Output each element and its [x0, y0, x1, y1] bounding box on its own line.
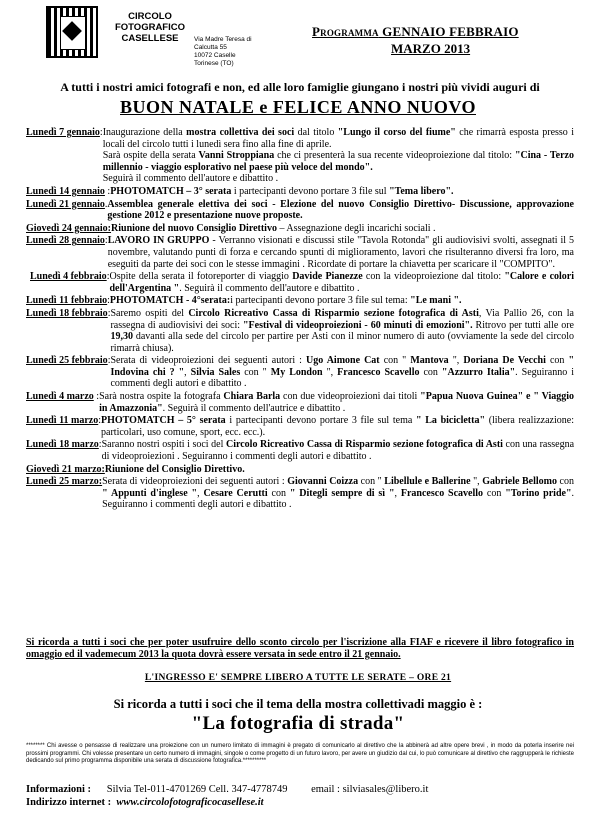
event-highlight: "Azzurro Italia"	[441, 366, 516, 378]
event-description	[110, 295, 574, 307]
event-date: Giovedì 21 marzo:	[26, 463, 105, 475]
event-date: Lunedì 14 gennaio	[26, 185, 105, 197]
event-date-separator: :	[98, 415, 102, 427]
event-text: ,	[394, 487, 401, 499]
event-highlight: Circolo Ricreativo Cassa di Risparmio sezione fotografica di Asti	[188, 307, 479, 319]
event-entry	[26, 464, 574, 476]
event-text: Sarà ospite della serata	[102, 150, 199, 162]
event-text: Seguirà il commento dell'autore e dibattito .	[102, 173, 279, 185]
event-highlight: PHOTOMATCH - 4°serata:	[109, 295, 231, 307]
event-text: con "	[358, 476, 385, 488]
event-date-separator: :	[93, 391, 100, 403]
event-highlight: Gabriele Bellomo	[482, 476, 557, 488]
event-text: con una rassegna di videoproiezioni . Seguiranno i commenti degli autori e dibattito .	[101, 439, 575, 463]
event-text: che ci presenterà la sua recente videoproiezione dal titolo:	[274, 150, 515, 162]
event-highlight: " Indovina chi ? "	[110, 355, 574, 378]
events-list	[26, 127, 574, 512]
event-date-separator: :	[107, 307, 111, 319]
event-entry	[26, 271, 574, 294]
event-highlight: 19,30	[110, 331, 133, 343]
event-highlight: "Torino pride"	[505, 487, 572, 499]
event-text: ",	[322, 366, 338, 378]
event-highlight: Silvia Sales	[190, 366, 241, 378]
event-date-separator: :	[106, 271, 110, 283]
event-highlight: " Ditegli sempre di sì "	[289, 487, 395, 499]
event-highlight: "Le mani ".	[410, 295, 462, 307]
event-highlight: PHOTOMATCH – 3° serata	[110, 185, 232, 197]
event-highlight: Francesco Scavello	[400, 487, 484, 499]
event-date-separator: .	[104, 198, 108, 210]
event-entry	[26, 391, 574, 414]
event-text: Inaugurazione della	[102, 127, 187, 138]
event-text: ",	[448, 355, 464, 367]
club-header	[46, 6, 256, 67]
event-highlight: Davide Pianezze	[292, 271, 363, 283]
program-title: Programma GENNAIO FEBBRAIO	[312, 24, 519, 39]
event-description	[101, 415, 574, 438]
event-text: i partecipanti devono portare 3 file sul tema:	[230, 295, 411, 307]
program-period: MARZO 2013	[391, 41, 471, 56]
event-text: con la videoproiezione dal titolo:	[362, 271, 505, 283]
event-description	[103, 127, 574, 185]
event-text: davanti alla sede del circolo per partire per Asti con il minor numero di auto (ovviamente la sede del circolo rimarrà chiusa).	[110, 331, 574, 354]
event-text: . Seguirà il commento dell'autrice e dibattito .	[162, 402, 346, 414]
event-text: con	[483, 487, 506, 499]
event-text: i partecipanti devono portare 3 file sul	[231, 185, 390, 197]
web-label: Indirizzo internet :	[26, 797, 112, 808]
event-text: – Assegnazione degli incarichi sociali .	[276, 222, 436, 234]
event-entry	[26, 199, 574, 222]
event-text: con	[545, 355, 569, 367]
event-description	[111, 223, 574, 235]
event-description	[107, 307, 574, 354]
event-text: . Seguirà il commento dell'autore e dibattito .	[179, 282, 360, 294]
event-entry	[26, 223, 574, 235]
event-date-separator: :	[104, 185, 111, 197]
event-text: . Seguiranno i commenti degli autori e dibattito .	[110, 366, 574, 390]
event-text: Sarà nostra ospite la fotografa	[99, 391, 224, 403]
event-entry	[26, 308, 574, 354]
event-date-separator: :	[107, 295, 110, 307]
event-text: con	[267, 487, 290, 499]
event-highlight: Circolo Ricreativo Cassa di Risparmio sezione fotografica di Asti	[225, 439, 503, 451]
event-description	[99, 391, 574, 414]
event-highlight: Francesco Scavello	[337, 366, 420, 378]
event-text: Saranno nostri ospiti i soci del	[101, 439, 226, 451]
event-highlight: Ugo Aimone Cat	[305, 355, 380, 367]
event-highlight: Riunione del Consiglio Direttivo.	[104, 463, 245, 475]
event-text: Ritrovo per tutti alle ore	[472, 319, 574, 331]
event-text: . Seguiranno i commenti degli autori e dibattito .	[102, 487, 575, 511]
event-text: Serata di videoproiezioni dei seguenti autori :	[110, 355, 306, 367]
event-date-separator: :	[98, 439, 102, 451]
club-address: Via Madre Teresa di Calcutta 55 10072 Caselle Torinese (TO)	[194, 36, 252, 67]
event-text: Serata di videoproiezioni dei seguenti autori :	[102, 476, 288, 488]
event-highlight: Chiara Barla	[223, 391, 281, 403]
club-name: CIRCOLO FOTOGRAFICO CASELLESE	[114, 11, 186, 44]
event-highlight: Cesare Cerutti	[203, 487, 268, 499]
event-highlight: LAVORO IN GRUPPO	[107, 235, 210, 247]
event-date: Lunedì 4 marzo	[26, 391, 94, 403]
fiaf-note: Si ricorda a tutti i soci che per poter usufruire dello sconto circolo per l'iscrizione alla FIAF e ricevere il libro fotografico in omaggio ed il vademecum 2013 la quota dovrà essere versata in sede entro il 21 gennaio.	[26, 637, 574, 660]
event-entry	[26, 186, 574, 198]
event-entry	[26, 235, 574, 270]
event-text: (libera realizzazione: particolari, uso comune, sport, ecc. ecc.).	[101, 415, 574, 438]
exhibition-theme: "La fotografia di strada"	[191, 713, 405, 734]
event-highlight: "Festival di videoproiezioni - 60 minuti di emozioni".	[242, 319, 473, 331]
event-text: con	[556, 476, 574, 488]
event-highlight: Mantova	[410, 355, 449, 367]
contact-info	[26, 783, 574, 809]
event-text: i partecipanti devono portare 3 file sul tema	[225, 415, 416, 427]
event-text: dal titolo	[294, 127, 338, 138]
event-description	[110, 186, 574, 198]
event-highlight: Assemblea generale elettiva dei soci - Elezione del nuovo Consiglio Direttivo- Discussione, approvazione gestione 2012 e presentazione nuove proposte.	[107, 198, 574, 222]
event-date: Lunedì 25 marzo:	[26, 476, 103, 488]
event-text: ,	[197, 487, 204, 499]
event-highlight: Giovanni Coizza	[287, 476, 359, 488]
event-text: con	[419, 366, 442, 378]
event-description	[105, 464, 574, 476]
club-logo	[46, 6, 98, 58]
event-highlight: mostra collettiva dei soci	[186, 127, 295, 138]
event-description	[106, 271, 575, 294]
event-text: con due videoproiezioni dai titoli	[280, 391, 421, 403]
event-date: Lunedì 18 marzo	[26, 439, 99, 451]
info-label: Informazioni :	[26, 784, 92, 795]
event-date: Lunedì 11 febbraio	[26, 295, 108, 307]
event-date-separator: :	[107, 355, 111, 367]
event-date: Lunedì 4 febbraio	[30, 271, 107, 283]
event-description	[102, 439, 574, 462]
event-highlight: " Appunti d'inglese "	[102, 487, 198, 499]
contact-email[interactable]: email : silviasales@libero.it	[311, 784, 429, 795]
event-text: ",	[470, 476, 483, 488]
event-text: ,	[184, 366, 191, 378]
event-text: con "	[240, 366, 271, 378]
event-date-separator: :	[99, 127, 103, 138]
event-description	[107, 355, 574, 390]
event-date: Lunedì 28 gennaio	[26, 235, 105, 247]
greeting-line: A tutti i nostri amici fotografi e non, ed alle loro famiglie giungano i nostri più vividi auguri di	[60, 80, 540, 94]
event-date: Giovedì 24 gennaio:	[26, 222, 112, 234]
event-highlight: " La bicicletta"	[416, 415, 486, 427]
event-date: Lunedì 11 marzo	[26, 415, 99, 427]
event-text: con "	[379, 355, 411, 367]
event-highlight: "Calore e colori dell'Argentina "	[109, 271, 575, 294]
event-entry	[26, 415, 574, 438]
event-highlight: Vanni Stroppiana	[198, 150, 275, 162]
event-date: Lunedì 18 febbraio	[26, 307, 108, 319]
event-highlight: Riunione del nuovo Consiglio Direttivo	[111, 222, 277, 234]
event-text: - Verranno visionati e discussi stile "Tavola Rotonda" gli audiovisivi svolti, assegnati il 5 novembre, valutando punti di forza e cercando spunti di miglioramento, lavori che risulteranno diversi fra loro, ma eseguiti da parte dei soci con le stesse immagini . Ricordate di portare la chiavetta per scaricare il "COMPITO".	[107, 235, 574, 270]
event-entry	[26, 439, 574, 462]
event-entry	[26, 295, 574, 307]
event-highlight: Doriana De Vecchi	[463, 355, 546, 367]
holiday-greeting-title: BUON NATALE e FELICE ANNO NUOVO	[120, 97, 476, 117]
event-description	[104, 198, 574, 222]
event-date: Lunedì 21 gennaio	[26, 198, 105, 210]
event-highlight: "Papua Nuova Guinea" e " Viaggio in Amazzonia"	[99, 391, 574, 414]
event-text: , Via Pallio 26, con la rassegna di audiovisivi dei soci:	[110, 307, 574, 331]
event-entry	[26, 127, 574, 185]
event-highlight: PHOTOMATCH – 5° serata	[101, 415, 226, 427]
small-print: ******** Chi avesse o pensasse di realizzare una proiezione con un numero limitato di immagini è pregato di comunicarlo al direttivo che la abbinerà ad altre opere brevi , in modo da poterla inserire nei prossimi programmi. Chi volesse presentare un certo numero di immagini, singole o come progetto di un futuro lavoro, per avere un giudizio dal cui, lo può comunicare al direttivo che raggrupperà le richieste dedicando sul primo programma disponibile una serata di discussione fotografica.**********	[26, 743, 574, 765]
event-entry	[26, 476, 574, 511]
event-date-separator: :	[104, 235, 108, 247]
contact-phone: Silvia Tel-011-4701269 Cell. 347-4778749	[106, 784, 288, 795]
event-highlight: "Cina - Terzo millennio - viaggio esplorativo nel paese più veloce del mondo".	[102, 150, 574, 173]
event-text: Saremo ospiti del	[110, 307, 189, 319]
event-text: Ospite della serata il fotoreporter di viaggio	[109, 271, 293, 283]
event-text: che rimarrà esposta presso i locali del circolo tutti i lunedì sera fino alla fine di aprile.	[102, 127, 574, 150]
event-highlight: "Lungo il corso del fiume"	[337, 127, 456, 138]
event-description	[108, 235, 574, 270]
event-entry	[26, 355, 574, 390]
event-highlight: Libellule e Ballerine	[384, 476, 471, 488]
free-entry-notice: L'INGRESSO E' SEMPRE LIBERO A TUTTE LE SERATE – ORE 21	[144, 673, 452, 683]
website-link[interactable]: www.circolofotograficocasellese.it	[116, 797, 264, 808]
event-date: Lunedì 7 gennaio	[26, 127, 100, 138]
event-highlight: "Tema libero".	[389, 185, 454, 197]
event-description	[102, 476, 574, 511]
event-date: Lunedì 25 febbraio	[26, 355, 108, 367]
event-highlight: My London	[270, 366, 323, 378]
exhibition-reminder: Si ricorda a tutti i soci che il tema della mostra collettivadi maggio è :	[113, 697, 483, 711]
